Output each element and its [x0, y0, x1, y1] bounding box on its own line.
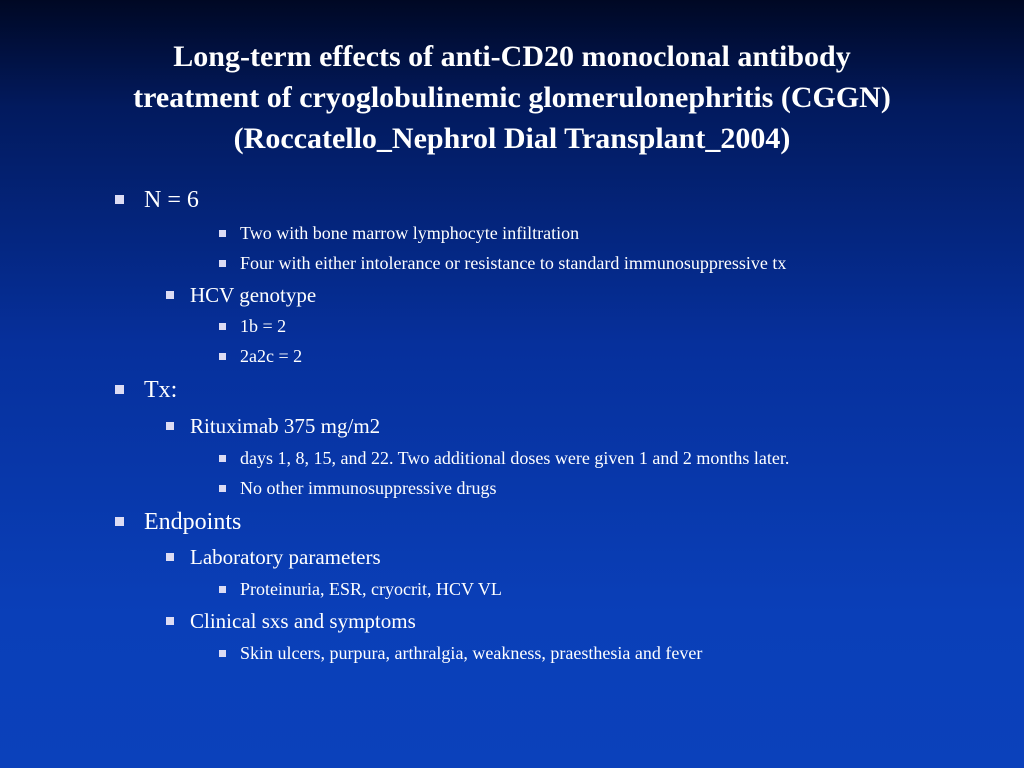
- bullet-item: [219, 343, 302, 369]
- bullet-text: No other immunosuppressive drugs: [240, 478, 497, 498]
- square-bullet-icon: [166, 553, 174, 561]
- bullet-item: [166, 281, 316, 309]
- bullet-text: days 1, 8, 15, and 22. Two additional doses were given 1 and 2 months later.: [240, 448, 790, 468]
- bullet-text: Two with bone marrow lymphocyte infiltration: [240, 223, 580, 243]
- square-bullet-icon: [166, 422, 174, 430]
- square-bullet-icon: [115, 517, 124, 526]
- bullet-text: Tx:: [144, 377, 178, 403]
- slide-title: [40, 36, 984, 159]
- bullet-item: [219, 220, 579, 246]
- bullet-text: Laboratory parameters: [190, 545, 381, 569]
- bullet-item: [219, 313, 286, 339]
- bullet-item: [219, 250, 786, 276]
- bullet-text: Endpoints: [144, 509, 242, 535]
- bullet-item: [115, 185, 199, 215]
- square-bullet-icon: [166, 617, 174, 625]
- bullet-item: [219, 475, 496, 501]
- bullet-text: HCV genotype: [190, 283, 317, 307]
- square-bullet-icon: [219, 353, 226, 360]
- bullet-item: [166, 412, 380, 440]
- bullet-item: [115, 507, 241, 537]
- bullet-item: [115, 375, 177, 405]
- square-bullet-icon: [219, 485, 226, 492]
- square-bullet-icon: [219, 230, 226, 237]
- bullet-item: [219, 576, 502, 602]
- square-bullet-icon: [219, 455, 226, 462]
- bullet-text: Skin ulcers, purpura, arthralgia, weakness, praesthesia and fever: [240, 643, 703, 663]
- bullet-text: 2a2c = 2: [240, 346, 303, 366]
- square-bullet-icon: [219, 650, 226, 657]
- title-line-3: (Roccatello_Nephrol Dial Transplant_2004): [233, 122, 791, 155]
- bullet-text: Clinical sxs and symptoms: [190, 609, 416, 633]
- bullet-item: [219, 445, 789, 471]
- title-line-1: Long-term effects of anti-CD20 monoclonal antibody: [173, 40, 851, 73]
- square-bullet-icon: [219, 323, 226, 330]
- bullet-text: Four with either intolerance or resistance to standard immunosuppressive tx: [240, 253, 787, 273]
- title-line-2: treatment of cryoglobulinemic glomerulonephritis (CGGN): [133, 81, 891, 114]
- bullet-text: Proteinuria, ESR, cryocrit, HCV VL: [240, 579, 502, 599]
- square-bullet-icon: [115, 195, 124, 204]
- bullet-text: Rituximab 375 mg/m2: [190, 414, 381, 438]
- square-bullet-icon: [115, 385, 124, 394]
- bullet-item: [166, 543, 381, 571]
- square-bullet-icon: [219, 586, 226, 593]
- square-bullet-icon: [166, 291, 174, 299]
- bullet-item: [219, 640, 702, 666]
- square-bullet-icon: [219, 260, 226, 267]
- bullet-item: [166, 607, 416, 635]
- bullet-text: N = 6: [144, 187, 199, 213]
- bullet-text: 1b = 2: [240, 316, 287, 336]
